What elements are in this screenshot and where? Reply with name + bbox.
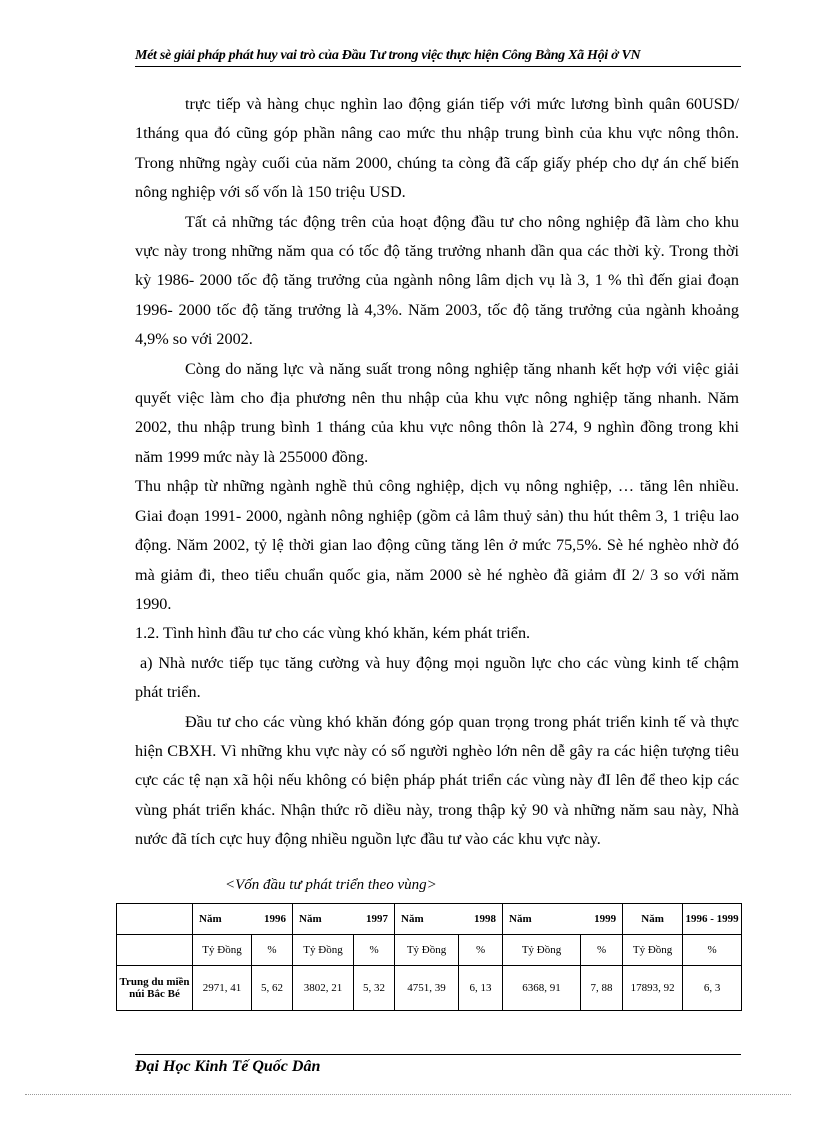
unit-pct: % [252, 935, 293, 966]
header-rule [135, 66, 741, 67]
period-cell: 1996 - 1999 [683, 904, 742, 935]
paragraph-5: Đầu tư cho các vùng khó khăn đóng góp quan trọng trong phát triển kinh tế và thực hiện CBXH. Vì những khu vực này có số người nghèo lớn nên dễ gây ra các hiện tượng tiêu cực các tệ nạn xã hội nếu không có biện pháp phát triển các vùng này đI lên để theo kịp các vùng phát triển khác. Nhận thức rõ diều này, trong thập kỷ 90 và những năm sau này, Nhà nước đã tích cực huy động nhiều nguồn lực đầu tư vào các khu vực này. [135, 712, 739, 849]
subsection-a: a) Nhà nước tiếp tục tăng cường và huy động mọi nguồn lực cho các vùng kinh tế chậm phát triển. [135, 653, 739, 702]
unit-pct: % [354, 935, 395, 966]
value-cell: 6, 3 [683, 966, 742, 1011]
value-cell: 6, 13 [459, 966, 503, 1011]
page-header: Mét sè giải pháp phát huy vai trò của Đầu Tư trong việc thực hiện Công Bằng Xã Hội ở VN [135, 48, 641, 63]
value-cell: 4751, 39 [395, 966, 459, 1011]
unit-amount-total: Tỷ Đồng [623, 935, 683, 966]
page-bottom-rule [25, 1094, 791, 1095]
footer-rule [135, 1054, 741, 1055]
value-cell: 5, 62 [252, 966, 293, 1011]
table-empty-cell [117, 935, 193, 966]
page-footer: Đại Học Kinh Tế Quốc Dân [135, 1058, 321, 1075]
year-cell-1998: Năm 1998 [395, 904, 503, 935]
unit-amount: Tỷ Đồng [193, 935, 252, 966]
year-cell-1999: Năm 1999 [503, 904, 623, 935]
unit-amount: Tỷ Đồng [293, 935, 354, 966]
paragraph-2: Tất cả những tác động trên của hoạt động đầu tư cho nông nghiệp đã làm cho khu vực này trong những năm qua có tốc độ tăng trưởng nhanh dần qua các thời kỳ. Trong thời kỳ 1986- 2000 tốc độ tăng trưởng của ngành nông lâm dịch vụ là 3, 1 % thì đến giai đoạn 1996- 2000 tốc độ tăng trưởng là 4,3%. Năm 2003, tốc độ tăng trưởng của ngành khoảng 4,9% so với 2002. [135, 212, 739, 349]
value-cell: 6368, 91 [503, 966, 581, 1011]
table-row [117, 935, 742, 966]
paragraph-3: Còng do năng lực và năng suất trong nông nghiệp tăng nhanh kết hợp với việc giải quyết việc làm cho địa phương nên thu nhập của khu vực nông nghiệp tăng nhanh. Năm 2002, thu nhập trung bình 1 tháng của khu vực nông thôn là 274, 9 nghìn đồng trong khi năm 1999 mức này là 255000 đồng. [135, 359, 739, 466]
value-cell: 5, 32 [354, 966, 395, 1011]
region-cell: Trung du miền núi Bắc Bé [117, 966, 193, 1011]
body-text [135, 90, 739, 855]
unit-amount: Tỷ Đồng [503, 935, 581, 966]
value-cell: 2971, 41 [193, 966, 252, 1011]
unit-pct: % [581, 935, 623, 966]
section-heading: 1.2. Tình hình đầu tư cho các vùng khó khăn, kém phát triển. [135, 624, 531, 643]
table-caption: <Vốn đầu tư phát triển theo vùng> [225, 877, 437, 893]
unit-amount: Tỷ Đồng [395, 935, 459, 966]
value-cell: 3802, 21 [293, 966, 354, 1011]
table-corner [117, 904, 193, 935]
value-cell: 7, 88 [581, 966, 623, 1011]
paragraph-1: trực tiếp và hàng chục nghìn lao động gián tiếp với mức lương bình quân 60USD/ 1tháng qua đó cũng góp phần nâng cao mức thu nhập trung bình của khu vực nông thôn. Trong những ngày cuối của năm 2000, chúng ta còng đã cấp giấy phép cho dự án chế biến nông nghiệp với số vốn là 150 triệu USD. [135, 95, 739, 202]
year-label-period: Năm [623, 904, 683, 935]
unit-pct: % [683, 935, 742, 966]
year-cell-1996: Năm 1996 [193, 904, 293, 935]
table-row [117, 966, 742, 1011]
investment-table [116, 903, 742, 1011]
paragraph-4: Thu nhập từ những ngành nghề thủ công nghiệp, dịch vụ nông nghiệp, … tăng lên nhiều. Giai đoạn 1991- 2000, ngành nông nghiệp (gồm cả lâm thuỷ sản) thu hút thêm 3, 1 triệu lao động. Năm 2002, tỷ lệ thời gian lao động cũng tăng lên ở mức 75,5%. Sè hé nghèo nhờ đó mà giảm đi, theo tiểu chuẩn quốc gia, năm 2000 sè hé nghèo đã giảm đI 2/ 3 so với năm 1990. [135, 477, 739, 613]
year-cell-1997: Năm 1997 [293, 904, 395, 935]
table-row [117, 904, 742, 935]
value-cell: 17893, 92 [623, 966, 683, 1011]
unit-pct: % [459, 935, 503, 966]
